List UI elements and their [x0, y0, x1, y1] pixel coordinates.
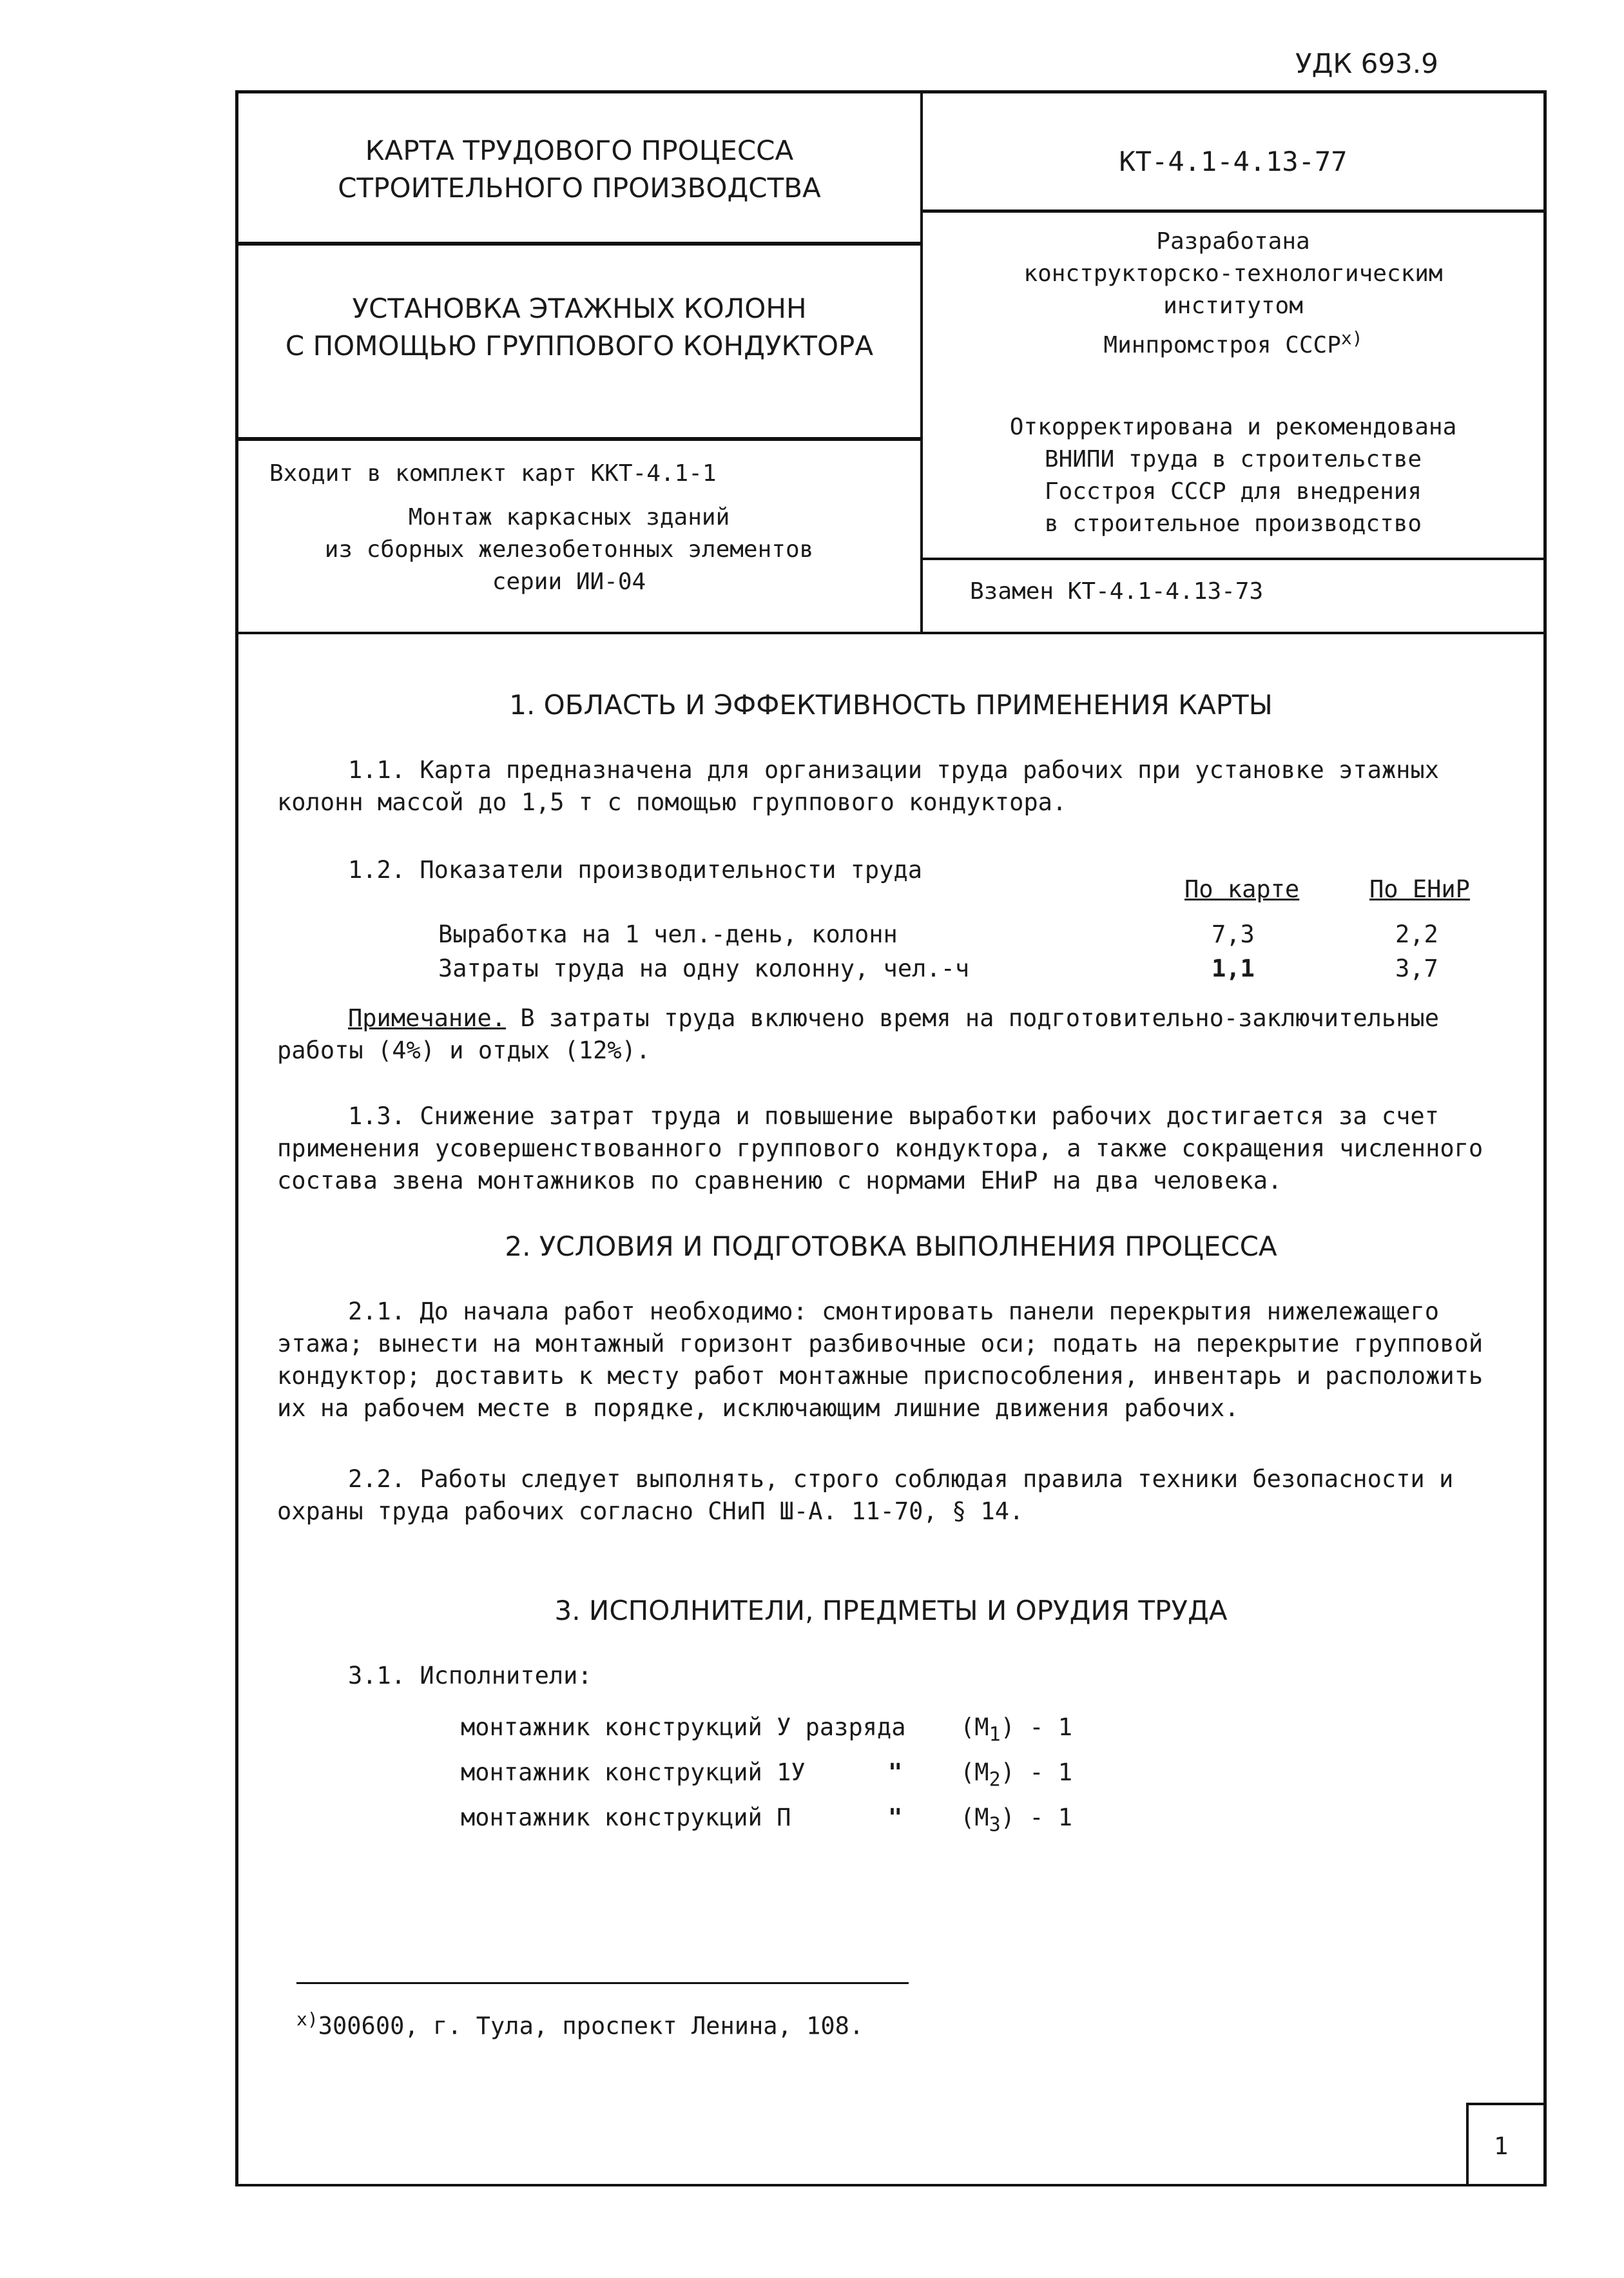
developed-line-2: конструкторско-технологическим [1023, 260, 1443, 287]
worker-1-code-letter: М [974, 1713, 989, 1741]
left-cell-divider-1 [235, 242, 922, 246]
ministry-name: Минпромстроя СССР [1103, 332, 1341, 358]
right-cell-divider-1 [922, 209, 1547, 213]
card-type-line-2: СТРОИТЕЛЬНОГО ПРОИЗВОДСТВА [338, 172, 821, 204]
worker-1-code: $(М_1) - 1$ [960, 1713, 1073, 1746]
paragraph-2-1: 2.1. До начала работ необходимо: смонтировать панели перекрытия нижележащего этажа; вынести на монтажный горизонт разбивочные оси; подать на перекрытие групповой кондуктор; доставить к месту работ монтажные приспособления, инвентарь и расположить их на рабочем месте в порядке, исключающим лишние движения рабочих. [277, 1298, 1484, 1422]
udc-code: УДК 693.9 [1295, 48, 1438, 79]
worker-3-code-sub: 3 [989, 1813, 1001, 1836]
column-header-card: По карте [1184, 875, 1300, 903]
paragraph-1-2: 1.2. Показатели производительности труда [348, 856, 923, 884]
left-cell-divider-2 [235, 437, 922, 441]
worker-2-code-sub: 2 [989, 1768, 1001, 1791]
card-set-line-1: Монтаж каркасных зданий [408, 504, 730, 531]
paragraph-1-3: 1.3. Снижение затрат труда и повышение выработки рабочих достигается за счет применения усовершенствованного группового кондуктора, а также сокращения численного состава звена монтажников по сравнению с нормами ЕНиР на два человека. [277, 1102, 1484, 1194]
footnote [296, 2003, 864, 2042]
worker-2-ditto: " [888, 1758, 903, 1786]
worker-1-count: - 1 [1029, 1713, 1073, 1741]
worker-1-role [461, 1711, 906, 1744]
worker-3-grade: П [777, 1804, 791, 1831]
indicator-output-label: Выработка на 1 чел.-день, колонн [438, 920, 898, 948]
worker-2-role-text: монтажник конструкций [461, 1758, 762, 1786]
corrected-by [923, 411, 1543, 540]
frame-bottom [235, 2184, 1547, 2186]
note-paragraph [277, 1002, 1534, 1067]
footnote-text: 300600, г. Тула, проспект Ленина, 108. [318, 2012, 864, 2040]
worker-3-code: $(М_3) - 1$ [960, 1804, 1073, 1836]
corrected-line-3: Госстроя СССР для внедрения [1044, 478, 1422, 505]
corrected-line-1: Откорректирована и рекомендована [1009, 414, 1457, 440]
card-type-line-1: КАРТА ТРУДОВОГО ПРОЦЕССА [365, 135, 794, 166]
frame-left [235, 90, 238, 2186]
indicator-output-enir: 2,2 [1395, 920, 1438, 948]
indicator-labor-card: 1,1 [1212, 955, 1255, 982]
corrected-line-2: ВНИПИ труда в строительстве [1044, 446, 1422, 472]
developed-line-4 [923, 322, 1543, 362]
header-bottom-line [235, 632, 1547, 634]
paragraph-2-2: 2.2. Работы следует выполнять, строго соблюдая правила техники безопасности и охраны труда рабочих согласно СНиП Ш-А. 11-70, § 14. [277, 1465, 1454, 1525]
worker-3-role [461, 1802, 791, 1834]
footnote-mark-sup: х) [296, 2009, 318, 2030]
worker-1-code-sub: 1 [989, 1723, 1001, 1746]
frame-right [1543, 90, 1547, 2186]
corrected-line-4: в строительное производство [1044, 511, 1422, 537]
worker-2-role [461, 1757, 806, 1789]
worker-2-code: $(М_2) - 1$ [960, 1758, 1073, 1791]
card-type-title [238, 132, 920, 207]
page-box-top [1466, 2103, 1545, 2105]
indicator-labor-enir: 3,7 [1395, 955, 1438, 982]
column-header-enir: По ЕНиР [1369, 875, 1470, 903]
card-set-intro: Входит в комплект карт ККТ-4.1-1 [269, 460, 717, 487]
page-number: 1 [1494, 2132, 1509, 2160]
worker-3-ditto: " [888, 1804, 903, 1831]
developed-by [923, 226, 1543, 362]
section-2-heading: 2. УСЛОВИЯ И ПОДГОТОВКА ВЫПОЛНЕНИЯ ПРОЦЕССА [505, 1231, 1277, 1262]
worker-1-role-text: монтажник конструкций [461, 1713, 762, 1741]
card-set-line-2: из сборных железобетонных элементов [324, 536, 814, 563]
worker-2-code-letter: М [974, 1758, 989, 1786]
worker-3-count: - 1 [1029, 1804, 1073, 1831]
section-3-heading: 3. ИСПОЛНИТЕЛИ, ПРЕДМЕТЫ И ОРУДИЯ ТРУДА [554, 1595, 1228, 1626]
developed-line-3: институтом [1163, 293, 1303, 319]
worker-3-code-letter: М [974, 1804, 989, 1831]
footnote-separator [296, 1982, 909, 1984]
indicator-labor-label: Затраты труда на одну колонну, чел.-ч [438, 955, 970, 982]
developed-line-1: Разработана [1156, 228, 1310, 255]
card-set-info [269, 458, 914, 598]
card-number: КТ-4.1-4.13-77 [1119, 146, 1348, 177]
worker-1-grade: У разряда [777, 1713, 906, 1741]
frame-top [235, 90, 1547, 93]
card-set-line-3: серии ИИ-04 [492, 569, 646, 595]
note-text: В затраты труда включено время на подготовительно-заключительные работы (4%) и отдых (12%). [277, 1004, 1439, 1064]
right-cell-divider-2 [922, 558, 1547, 560]
replaces-card: Взамен КТ-4.1-4.13-73 [970, 578, 1264, 605]
card-title-line-1: УСТАНОВКА ЭТАЖНЫХ КОЛОНН [352, 293, 807, 324]
footnote-mark: х) [1340, 327, 1363, 349]
note-label: Примечание. [348, 1004, 507, 1032]
section-1-heading: 1. ОБЛАСТЬ И ЭФФЕКТИВНОСТЬ ПРИМЕНЕНИЯ КАРТЫ [509, 689, 1273, 721]
card-title-line-2: С ПОМОЩЬЮ ГРУППОВОГО КОНДУКТОРА [285, 330, 874, 362]
page-box-left [1466, 2103, 1469, 2185]
card-title [238, 290, 920, 365]
worker-2-count: - 1 [1029, 1758, 1073, 1786]
worker-2-grade: 1У [777, 1758, 806, 1786]
indicator-output-card: 7,3 [1212, 920, 1255, 948]
worker-3-role-text: монтажник конструкций [461, 1804, 762, 1831]
paragraph-3-1: 3.1. Исполнители: [348, 1662, 592, 1689]
paragraph-1-1: 1.1. Карта предназначена для организации труда рабочих при установке этажных колонн массой до 1,5 т с помощью группового кондуктора. [277, 756, 1439, 816]
